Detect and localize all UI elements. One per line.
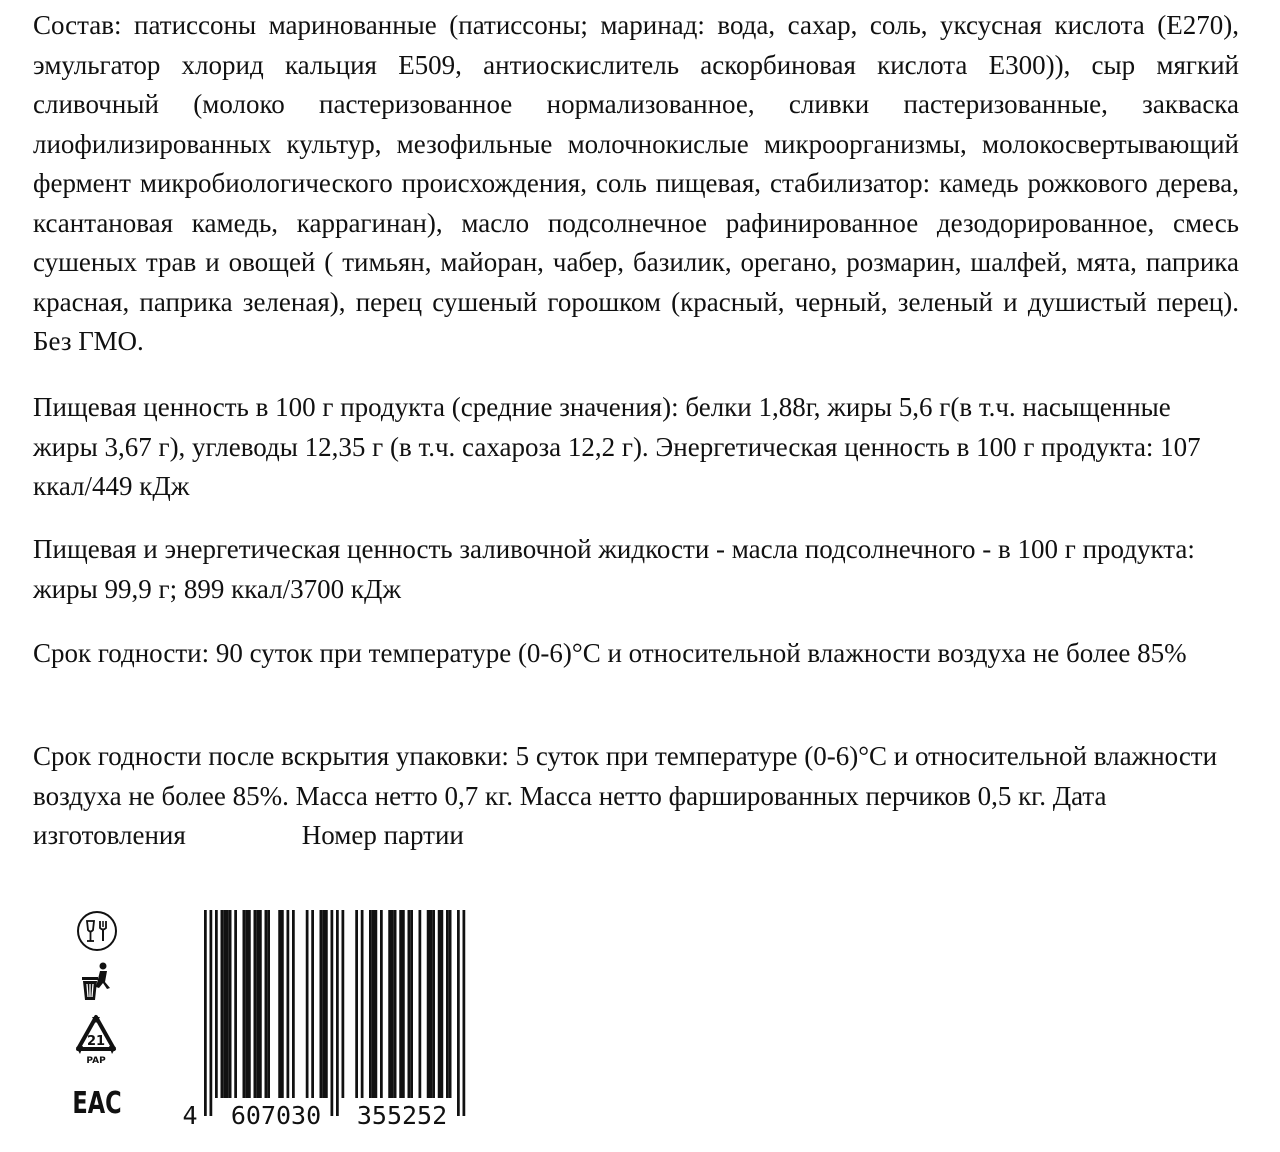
barcode-bar (399, 910, 402, 1098)
barcode-bar (380, 910, 383, 1098)
composition-text: Состав: патиссоны маринованные (патиссоны; маринад: вода, сахар, соль, уксусная кислота (Е270), эмульгатор хлорид кальция Е509, антиоскислитель аскорбиновая кислота Е300)), сыр мягкий сливочный (молоко пастеризованное нормализованное, сливки пастеризованные, закваска лиофилизированных культур, мезофильные молочнокислые микроорганизмы, молокосвертывающий фермент микробиологического происхождения, соль пищевая, стабилизатор: камедь рожкового дерева, ксантановая камедь, каррагинан), масло подсолнечное рафинированное дезодорированное, смесь сушеных трав и овощей ( тимьян, майоран, чабер, базилик, орегано, розмарин, шалфей, мята, паприка красная, паприка зеленая), перец сушеный горошком (красный, черный, зеленый и душистый перец). Без ГМО. (33, 10, 1239, 356)
barcode-bar (254, 910, 257, 1098)
barcode-guard-bar (331, 910, 334, 1116)
after-opening-body: Срок годности после вскрытия упаковки: 5 суток при температуре (0-6)°С и относительной влажности воздуха не более 85%. Масса нетто 0,7 кг. Масса нетто фаршированных перчиков 0,5 кг. Дата изготовления (33, 741, 1218, 850)
barcode-bar (265, 910, 268, 1098)
after-opening-text (33, 737, 1239, 856)
food-contact-icon (76, 910, 118, 952)
lot-number-label: Номер партии (301, 820, 464, 850)
barcode-first-digit: 4 (182, 1101, 198, 1130)
eac-mark-text: ЕАС (72, 1085, 122, 1121)
barcode-bar (281, 910, 284, 1098)
barcode-bar (438, 910, 441, 1098)
barcode-bar (441, 910, 444, 1098)
barcode-bar (402, 910, 405, 1098)
barcode-bar (226, 910, 229, 1098)
barcode-bar (361, 910, 364, 1098)
barcode-bar (248, 910, 251, 1098)
shelf-life-text: Срок годности: 90 суток при температуре (0-6)°С и относительной влажности воздуха не более 85% (33, 638, 1187, 668)
barcode-bar (256, 910, 259, 1098)
barcode-bar (278, 910, 281, 1098)
recycle-material: PAP (86, 1056, 106, 1066)
barcode-right-group: 355252 (356, 1101, 448, 1130)
barcode-bar (391, 910, 394, 1098)
oil-nutrition-text: Пищевая и энергетическая ценность заливочной жидкости - масла подсолнечного - в 100 г продукта: жиры 99,9 г; 899 ккал/3700 кДж (33, 534, 1195, 604)
barcode-bar (320, 910, 323, 1098)
barcode-guard-bar (336, 910, 339, 1116)
barcode-bar (215, 910, 218, 1098)
barcode-bar (369, 910, 372, 1098)
barcode-bar (322, 910, 325, 1098)
barcode (180, 908, 480, 1134)
barcode-bar (306, 910, 309, 1098)
barcode-bar (388, 910, 391, 1098)
barcode-bar (259, 910, 262, 1098)
barcode-bar (430, 910, 433, 1098)
barcode-bar (221, 910, 224, 1098)
barcode-bar (287, 910, 290, 1098)
barcode-bar (234, 910, 237, 1098)
barcode-bar (243, 910, 246, 1098)
bin-disposal-icon (76, 960, 116, 1004)
barcode-bar (394, 910, 397, 1098)
barcode-bar (449, 910, 452, 1098)
barcode-guard-bar (457, 910, 460, 1116)
barcode-bar (375, 910, 378, 1098)
barcode-bar (245, 910, 248, 1098)
nutrition-text: Пищевая ценность в 100 г продукта (средние значения): белки 1,88г, жиры 5,6 г(в т.ч. насыщенные жиры 3,67 г), углеводы 12,35 г (в т.ч. сахароза 12,2 г). Энергетическая ценность в 100 г продукта: 107 ккал/449 кДж (33, 392, 1201, 501)
barcode-bars (204, 910, 465, 1116)
barcode-bar (325, 910, 328, 1098)
barcode-bar (229, 910, 232, 1098)
barcode-guard-bar (210, 910, 213, 1116)
barcode-bar (419, 910, 422, 1098)
barcode-bar (311, 910, 314, 1098)
barcode-bar (267, 910, 270, 1098)
barcode-guard-bar (204, 910, 207, 1116)
barcode-bar (223, 910, 226, 1098)
recycle-icon (72, 1014, 120, 1066)
barcode-bar (372, 910, 375, 1098)
recycle-code: 21 (86, 1034, 106, 1049)
barcode-bar (446, 910, 449, 1098)
barcode-bar (342, 910, 345, 1098)
barcode-bar (408, 910, 411, 1098)
eac-mark-icon (72, 1078, 122, 1121)
barcode-guard-bar (463, 910, 466, 1116)
barcode-bar (355, 910, 358, 1098)
barcode-bar (427, 910, 430, 1098)
barcode-bar (292, 910, 295, 1098)
barcode-left-group: 607030 (230, 1101, 322, 1130)
barcode-bar (432, 910, 435, 1098)
barcode-bar (410, 910, 413, 1098)
